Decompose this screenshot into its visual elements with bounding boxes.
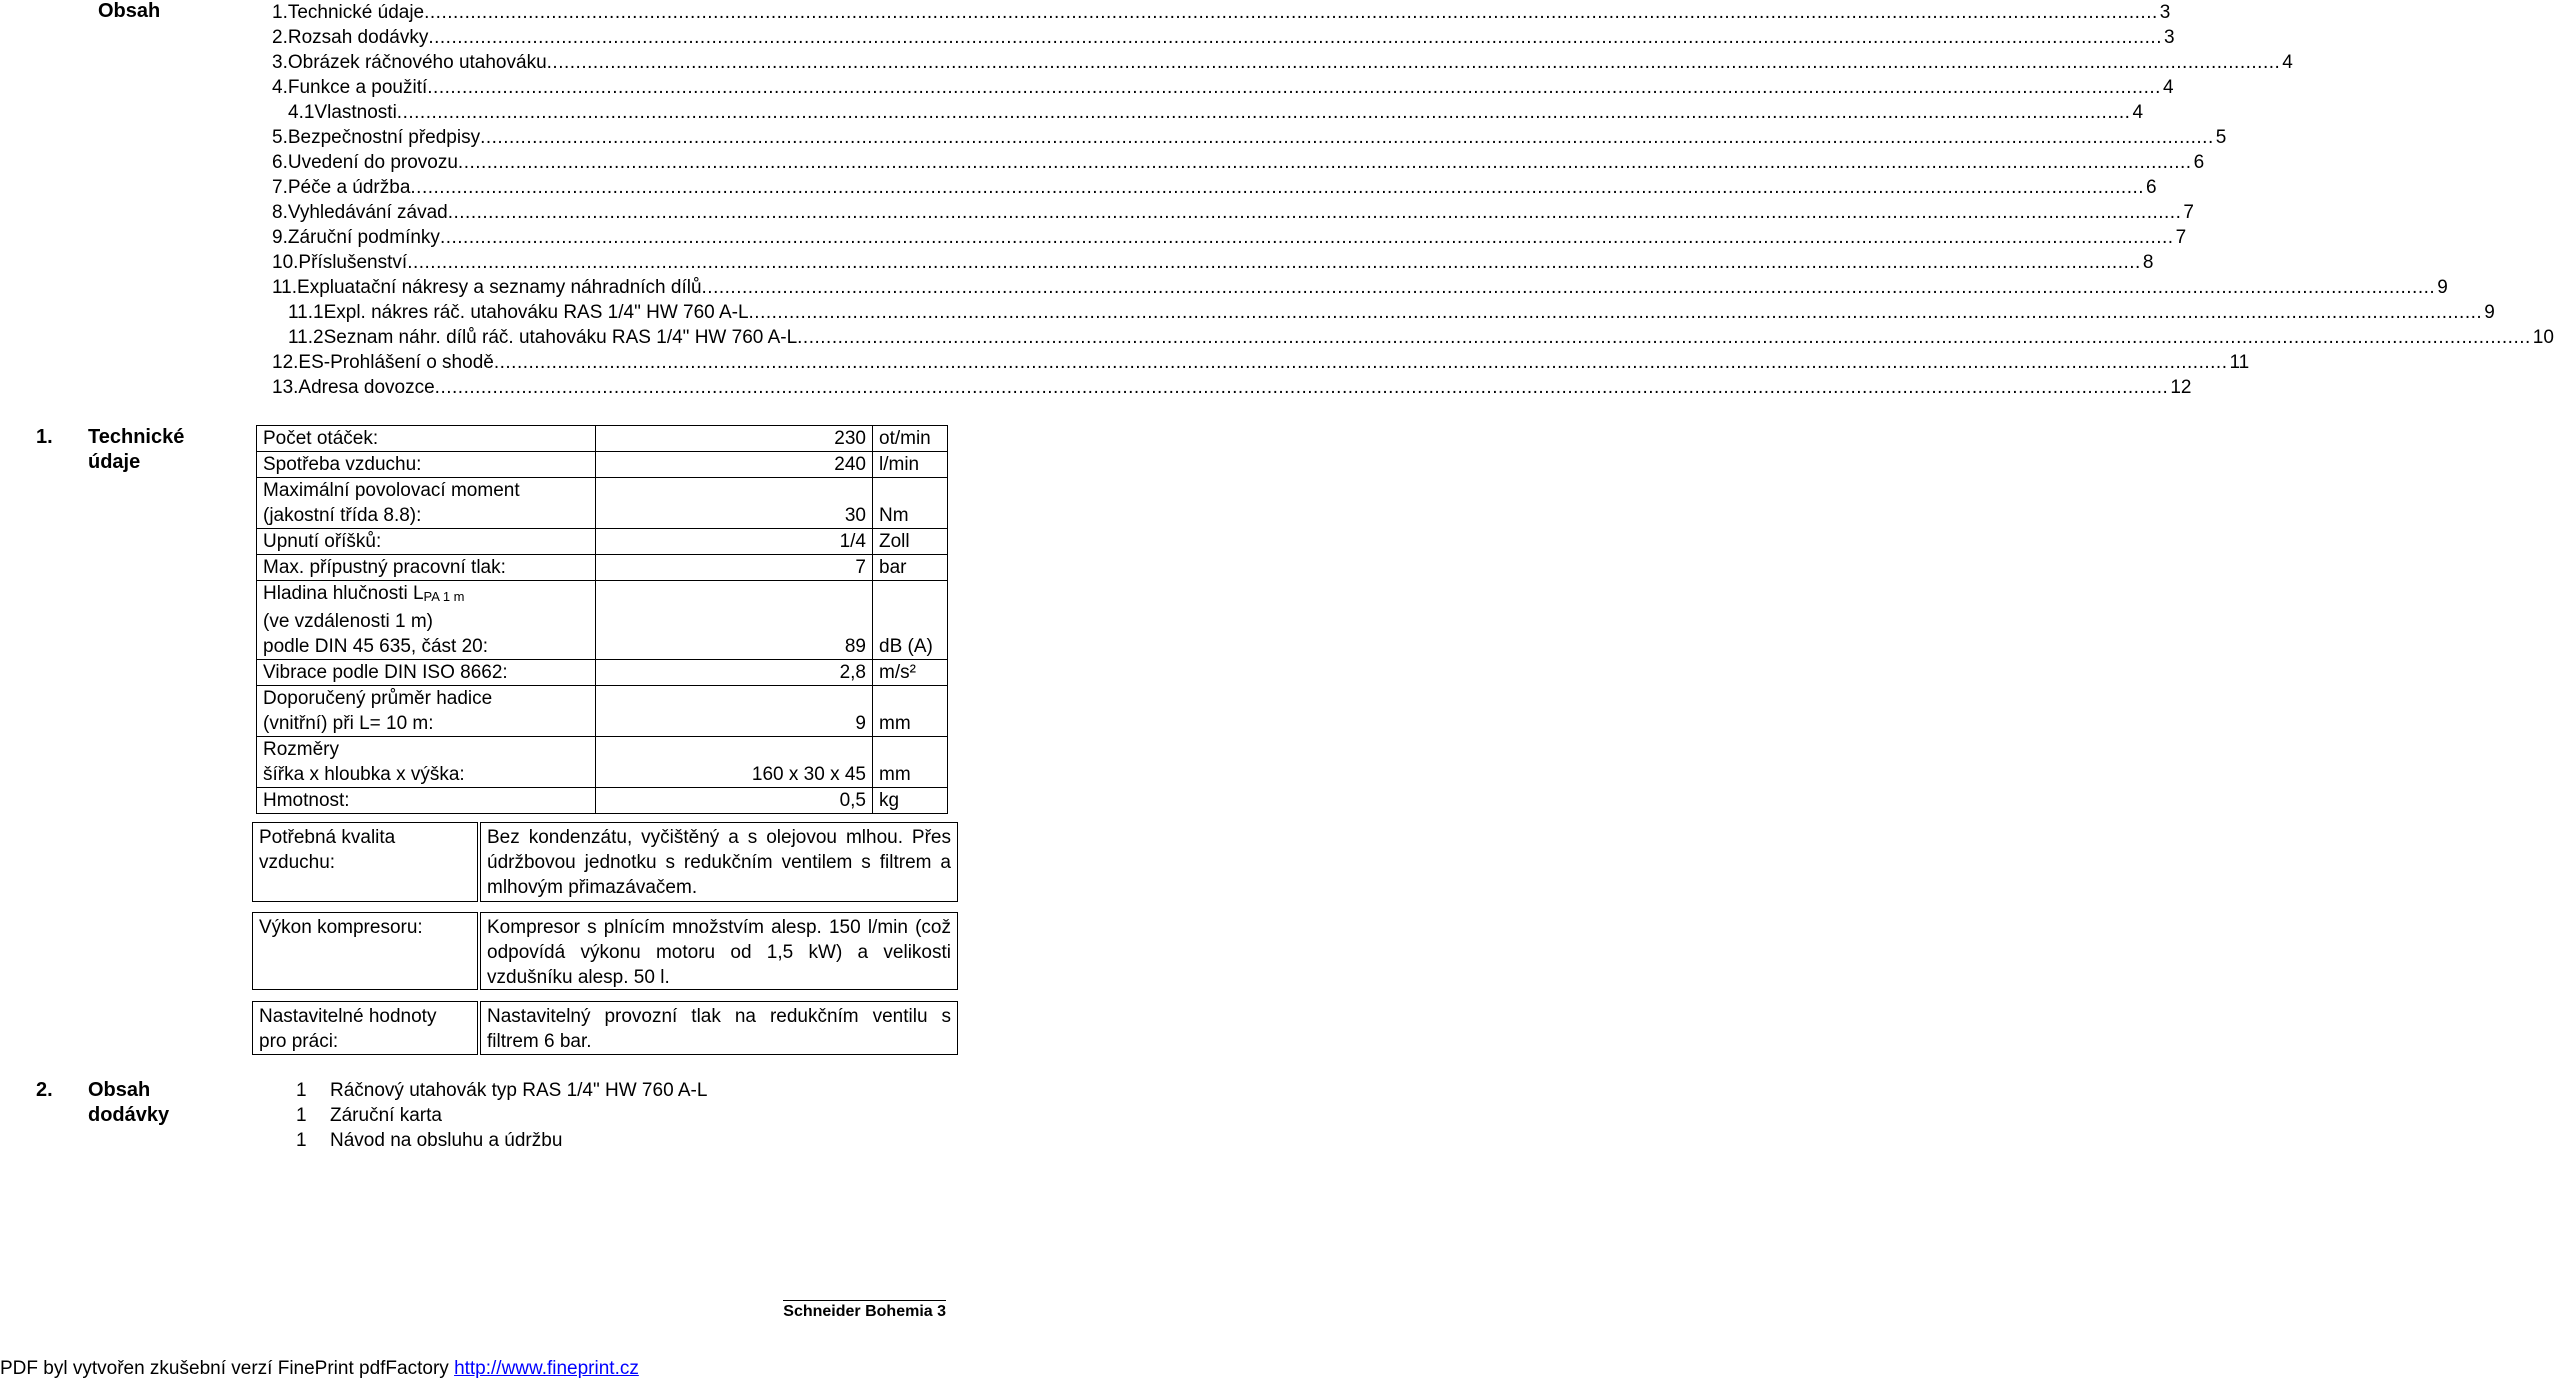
spec-row <box>257 737 948 788</box>
spec-label <box>257 529 596 555</box>
toc-item-text: Expl. nákres ráč. utahováku RAS 1/4" HW 760 A-L <box>323 302 749 323</box>
toc-item-page: 12 <box>2170 377 2192 398</box>
section-2-title-line1: Obsah <box>88 1079 151 1101</box>
toc-item-number: 4. <box>272 77 288 98</box>
toc-item[interactable] <box>272 225 2187 250</box>
toc-item-text: Péče a údržba <box>287 177 411 198</box>
settings-label-line2: pro práci: <box>259 1031 339 1052</box>
spec-label-line: Vibrace podle DIN ISO 8662: <box>263 662 508 683</box>
toc-item[interactable] <box>272 375 2192 400</box>
spec-value: 9 <box>596 686 873 737</box>
spec-row <box>257 478 948 529</box>
toc-item-text: Funkce a použití <box>287 77 428 98</box>
pdf-note <box>0 1358 639 1380</box>
toc-dot-leader: ............................................................................................................................................................................................................................................................................................................ <box>447 202 2182 223</box>
spec-value: 30 <box>596 478 873 529</box>
toc-item[interactable] <box>272 75 2174 100</box>
toc-item-number: 5. <box>272 127 288 148</box>
pdf-note-text: PDF byl vytvořen zkušební verzí FinePrint pdfFactory <box>0 1358 449 1379</box>
toc-item-number: 4.1 <box>288 102 315 123</box>
spec-label-line: Hladina hlučnosti L <box>263 583 424 604</box>
toc-item-page: 8 <box>2142 252 2154 273</box>
spec-unit: Zoll <box>873 529 948 555</box>
spec-label-line: Počet otáček: <box>263 428 379 449</box>
toc-item-page: 9 <box>2437 277 2448 298</box>
spec-unit: mm <box>873 686 948 737</box>
toc-item[interactable] <box>272 350 2250 375</box>
toc-dot-leader: ............................................................................................................................................................................................................................................................................................................ <box>427 77 2161 98</box>
section-1-title <box>88 425 184 475</box>
toc-item-number: 6. <box>272 152 288 173</box>
spec-unit: dB (A) <box>873 581 948 660</box>
toc-item-text: Uvedení do provozu <box>287 152 458 173</box>
toc-item-page: 5 <box>2215 127 2227 148</box>
spec-label <box>257 555 596 581</box>
spec-unit: ot/min <box>873 426 948 452</box>
toc-dot-leader: ............................................................................................................................................................................................................................................................................................................ <box>396 102 2131 123</box>
toc-item-number: 11.2 <box>288 327 324 348</box>
air-quality-label-line1: Potřebná kvalita <box>259 827 396 848</box>
spec-unit: bar <box>873 555 948 581</box>
footer-brand: Schneider Bohemia 3 <box>783 1300 946 1321</box>
settings-label <box>252 1001 478 1055</box>
delivery-text: Ráčnový utahovák typ RAS 1/4" HW 760 A-L <box>330 1080 708 1101</box>
section-1-number: 1. <box>36 426 53 448</box>
toc-item-text: Příslušenství <box>298 252 408 273</box>
spec-unit: m/s² <box>873 660 948 686</box>
toc-item-number: 12. <box>272 352 299 373</box>
toc-dot-leader: ............................................................................................................................................................................................................................................................................................................ <box>428 27 2162 48</box>
toc-dot-leader: ............................................................................................................................................................................................................................................................................................................ <box>546 52 2281 73</box>
delivery-item <box>296 1078 707 1103</box>
air-quality-label-line2: vzduchu: <box>259 852 336 873</box>
toc-item-page: 3 <box>2163 27 2175 48</box>
settings-text: Nastavitelný provozní tlak na redukčním ventilu s filtrem 6 bar. <box>480 1001 958 1055</box>
toc-title: Obsah <box>98 0 161 22</box>
spec-label-line: Spotřeba vzduchu: <box>263 454 422 475</box>
compressor-text: Kompresor s plnícím množstvím alesp. 150 l/min (což odpovídá výkonu motoru od 1,5 kW) a velikosti vzdušníku alesp. 50 l. <box>480 912 958 990</box>
toc-item-page: 3 <box>2159 2 2171 23</box>
spec-unit: Nm <box>873 478 948 529</box>
spec-value: 2,8 <box>596 660 873 686</box>
toc-item-page: 4 <box>2132 102 2144 123</box>
air-quality-label <box>252 822 478 902</box>
spec-label <box>257 737 596 788</box>
spec-value: 7 <box>596 555 873 581</box>
toc-item-text: Technické údaje <box>287 2 425 23</box>
delivery-qty: 1 <box>296 1105 307 1126</box>
toc-item-page: 6 <box>2146 177 2157 198</box>
toc-dot-leader: ............................................................................................................................................................................................................................................................................................................ <box>410 177 2145 198</box>
toc-item[interactable] <box>272 50 2293 75</box>
toc-item-text: Vlastnosti <box>314 102 397 123</box>
toc-item-text: Adresa dovozce <box>298 377 435 398</box>
section-1-title-line2: údaje <box>88 451 141 473</box>
spec-unit: l/min <box>873 452 948 478</box>
toc-item[interactable] <box>272 275 2448 300</box>
spec-label-line: Doporučený průměr hadice <box>263 688 493 709</box>
toc-item[interactable] <box>272 100 2144 125</box>
delivery-text: Návod na obsluhu a údržbu <box>330 1130 563 1151</box>
spec-label-line: podle DIN 45 635, část 20: <box>263 636 488 657</box>
spec-label-line: Upnutí oříšků: <box>263 531 382 552</box>
toc-item-text: Expluatační nákresy a seznamy náhradních dílů <box>297 277 702 298</box>
toc-item-page: 6 <box>2193 152 2205 173</box>
spec-row <box>257 452 948 478</box>
spec-label <box>257 478 596 529</box>
toc-item-text: Rozsah dodávky <box>287 27 429 48</box>
toc-item-number: 3. <box>272 52 288 73</box>
spec-label <box>257 660 596 686</box>
section-2-title <box>88 1078 169 1128</box>
delivery-qty: 1 <box>296 1080 307 1101</box>
air-quality-text: Bez kondenzátu, vyčištěný a s olejovou mlhou. Přes údržbovou jednotku s redukčním ventilem s filtrem a mlhovým přimazávačem. <box>480 822 958 902</box>
toc-item[interactable] <box>272 250 2154 275</box>
spec-label-line: (ve vzdálenosti 1 m) <box>263 611 434 632</box>
toc-dot-leader: ............................................................................................................................................................................................................................................................................................................ <box>701 277 2436 298</box>
delivery-item <box>296 1103 442 1128</box>
spec-value: 0,5 <box>596 788 873 814</box>
toc-item[interactable] <box>272 175 2157 200</box>
spec-row <box>257 529 948 555</box>
toc-dot-leader: ............................................................................................................................................................................................................................................................................................................ <box>748 302 2483 323</box>
fineprint-link[interactable]: http://www.fineprint.cz <box>454 1358 639 1379</box>
spec-label <box>257 426 596 452</box>
toc-dot-leader: ............................................................................................................................................................................................................................................................................................................ <box>439 227 2174 248</box>
spec-label-line: (vnitřní) při L= 10 m: <box>263 713 434 734</box>
toc-item-text: ES-Prohlášení o shodě <box>298 352 494 373</box>
spec-label-line: Max. přípustný pracovní tlak: <box>263 557 506 578</box>
toc-item-number: 11. <box>272 277 298 298</box>
spec-label <box>257 686 596 737</box>
spec-label-line: Rozměry <box>263 739 340 760</box>
toc-dot-leader: ............................................................................................................................................................................................................................................................................................................ <box>797 327 2531 348</box>
toc-item-number: 10. <box>272 252 299 273</box>
toc-dot-leader: ............................................................................................................................................................................................................................................................................................................ <box>424 2 2158 23</box>
toc-item-page: 4 <box>2162 77 2174 98</box>
spec-label <box>257 581 596 660</box>
toc-item[interactable] <box>272 325 2554 350</box>
toc-item-number: 13. <box>272 377 299 398</box>
delivery-text: Záruční karta <box>330 1105 442 1126</box>
toc-item-text: Seznam náhr. dílů ráč. utahováku RAS 1/4" HW 760 A-L <box>323 327 798 348</box>
spec-value: 89 <box>596 581 873 660</box>
specs-table <box>256 425 948 814</box>
toc-item[interactable] <box>272 125 2227 150</box>
section-2-number: 2. <box>36 1079 53 1101</box>
compressor-label: Výkon kompresoru: <box>252 912 478 990</box>
toc-item[interactable] <box>272 200 2194 225</box>
spec-value: 160 x 30 x 45 <box>596 737 873 788</box>
toc-item-number: 9. <box>272 227 288 248</box>
spec-value: 1/4 <box>596 529 873 555</box>
spec-label-line: Maximální povolovací moment <box>263 480 520 501</box>
toc-item-text: Záruční podmínky <box>287 227 440 248</box>
spec-row <box>257 555 948 581</box>
toc-item-text: Vyhledávání závad <box>287 202 448 223</box>
toc-dot-leader: ............................................................................................................................................................................................................................................................................................................ <box>407 252 2141 273</box>
spec-row <box>257 581 948 660</box>
spec-label-subscript: PA 1 m <box>423 589 465 604</box>
toc-item-page: 7 <box>2175 227 2187 248</box>
toc-dot-leader: ............................................................................................................................................................................................................................................................................................................ <box>493 352 2228 373</box>
spec-label <box>257 452 596 478</box>
toc-item-number: 2. <box>272 27 288 48</box>
spec-unit: mm <box>873 737 948 788</box>
toc-dot-leader: ............................................................................................................................................................................................................................................................................................................ <box>480 127 2214 148</box>
toc-item-page: 4 <box>2282 52 2293 73</box>
toc-item-page: 9 <box>2484 302 2495 323</box>
toc-item-text: Obrázek ráčnového utahováku <box>287 52 547 73</box>
toc-item[interactable] <box>272 0 2171 25</box>
settings-label-line1: Nastavitelné hodnoty <box>259 1006 437 1027</box>
spec-label-line: (jakostní třída 8.8): <box>263 505 422 526</box>
spec-row <box>257 426 948 452</box>
toc-item[interactable] <box>272 300 2495 325</box>
toc-dot-leader: ............................................................................................................................................................................................................................................................................................................ <box>457 152 2192 173</box>
toc-item-number: 11.1 <box>288 302 324 323</box>
spec-label <box>257 788 596 814</box>
spec-value: 230 <box>596 426 873 452</box>
section-2-title-line2: dodávky <box>88 1104 170 1126</box>
toc-item-page: 10 <box>2532 327 2554 348</box>
toc-item-number: 7. <box>272 177 288 198</box>
toc-item[interactable] <box>272 25 2175 50</box>
spec-label-line: Hmotnost: <box>263 790 350 811</box>
spec-row <box>257 660 948 686</box>
toc-item-page: 11 <box>2229 352 2250 373</box>
spec-row <box>257 788 948 814</box>
spec-unit: kg <box>873 788 948 814</box>
toc-item-page: 7 <box>2183 202 2194 223</box>
spec-label-line: šířka x hloubka x výška: <box>263 764 465 785</box>
toc-dot-leader: ............................................................................................................................................................................................................................................................................................................ <box>434 377 2169 398</box>
toc-item-number: 8. <box>272 202 288 223</box>
toc-item[interactable] <box>272 150 2205 175</box>
section-1-title-line1: Technické <box>88 426 185 448</box>
spec-row <box>257 686 948 737</box>
delivery-item <box>296 1128 562 1153</box>
spec-value: 240 <box>596 452 873 478</box>
toc-item-number: 1. <box>272 2 288 23</box>
toc-item-text: Bezpečnostní předpisy <box>287 127 481 148</box>
delivery-qty: 1 <box>296 1130 307 1151</box>
